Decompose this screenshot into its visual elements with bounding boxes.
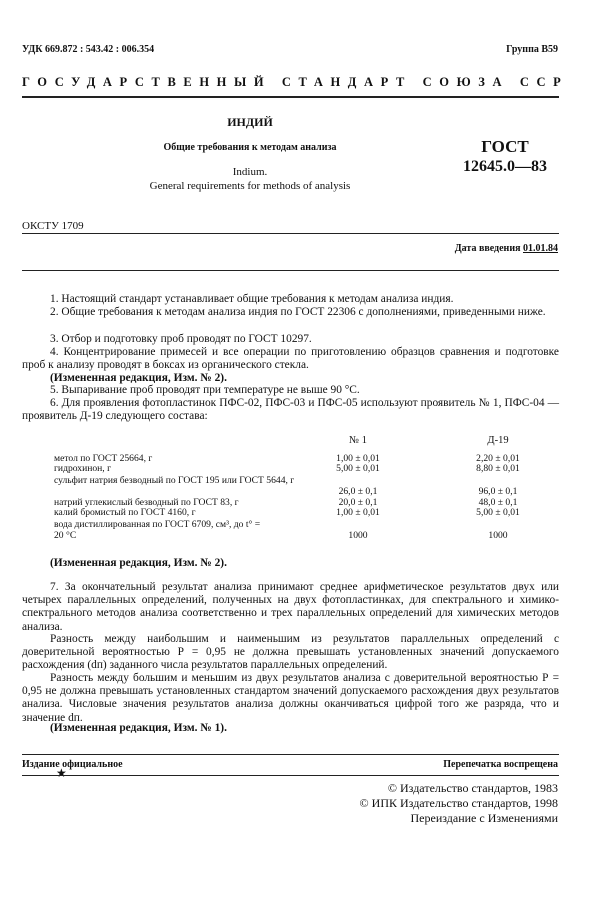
comp-row-v2: 2,20 ± 0,01	[476, 453, 520, 464]
gost-number: 12645.0—83	[463, 158, 547, 175]
official-edition: Издание официальное	[22, 759, 123, 770]
comp-row-name: метол по ГОСТ 25664, г	[54, 453, 153, 464]
doc-subtitle: Общие требования к методам анализа	[163, 142, 337, 153]
gost-label: ГОСТ	[481, 137, 529, 156]
para-3: 3. Отбор и подготовку проб проводят по ГОСТ 10297.	[50, 333, 312, 345]
edit-note-1: (Измененная редакция, Изм. № 2).	[50, 372, 227, 384]
standard-org: ГОСУДАРСТВЕННЫЙ СТАНДАРТ СОЮЗА ССР	[22, 75, 569, 89]
copyright-1998: © ИПК Издательство стандартов, 1998	[359, 796, 558, 810]
udk-code: УДК 669.872 : 543.42 : 006.354	[22, 44, 155, 55]
doc-title-en: Indium.	[232, 166, 268, 178]
comp-row-v2: 8,80 ± 0,01	[476, 463, 520, 474]
comp-row-v1: 1,00 ± 0,01	[336, 507, 380, 518]
star-icon: ★	[56, 766, 67, 780]
okstu-code: ОКСТУ 1709	[22, 220, 84, 232]
comp-row-name: вода дистиллированная по ГОСТ 6709, см³, до t° = 20 °С	[54, 519, 261, 541]
para-7: 7. За окончательный результат анализа принимают среднее арифметическое результатов двух или четырех параллельных определений, полученных на двух фотопластинках, для спектрального и химико-спектрального методов анализа соответственно и трех параллельных определений для химических методов анализа.	[22, 581, 559, 633]
intro-date-value: 01.01.84	[523, 243, 558, 254]
header-rule	[22, 96, 559, 98]
intro-date	[455, 243, 558, 254]
comp-row-v1: 1000	[348, 530, 368, 541]
comp-row-name: сульфит натрия безводный по ГОСТ 195 или ГОСТ 5644, г	[54, 475, 295, 486]
edit-note-3: (Измененная редакция, Изм. № 1).	[50, 722, 227, 734]
col-header-no1: № 1	[349, 435, 367, 446]
group-code: Группа В59	[506, 44, 558, 55]
okstu-rule	[22, 233, 559, 234]
para-7-tolerance: Разность между наибольшим и наименьшим из результатов параллельных определений с доверительной вероятностью Р = 0,95 не должна превышать установленных значений допускаемого расхождения (dп) заданного числа результатов параллельных определений.	[22, 633, 559, 672]
para-1: 1. Настоящий стандарт устанавливает общие требования к методам анализа индия.	[50, 293, 454, 305]
comp-row-v2: 5,00 ± 0,01	[476, 507, 520, 518]
comp-row-v1: 5,00 ± 0,01	[336, 463, 380, 474]
date-rule	[22, 270, 559, 271]
para-6: 6. Для проявления фотопластинок ПФС-02, ПФС-03 и ПФС-05 используют проявитель № 1, ПФС-04 — проявитель Д-19 следующего состава:	[22, 397, 559, 423]
doc-subtitle-en: General requirements for methods of analysis	[149, 180, 351, 192]
comp-row-v1: 26,0 ± 0,1	[338, 486, 378, 497]
comp-row-v1: 20,0 ± 0,1	[338, 497, 378, 508]
intro-date-label: Дата введения	[454, 243, 521, 254]
footer-rule-2	[22, 775, 559, 776]
comp-row-name: натрий углекислый безводный по ГОСТ 83, г	[54, 497, 239, 508]
comp-row-name: калий бромистый по ГОСТ 4160, г	[54, 507, 196, 518]
reissue-note: Переиздание с Изменениями	[410, 811, 558, 825]
reprint-notice: Перепечатка воспрещена	[443, 759, 558, 770]
comp-row-v2: 48,0 ± 0,1	[478, 497, 518, 508]
para-7-results: Разность между большим и меньшим из двух результатов анализа с доверительной вероятностью Р = 0,95 не должна превышать установленных стандартом значений допускаемого расхождения двух результатов анализа. Числовые значения результатов анализа должны оканчиваться цифрой того же разряда, что и значение dп.	[22, 672, 559, 724]
comp-row-v1: 1,00 ± 0,01	[336, 453, 380, 464]
edit-note-2: (Измененная редакция, Изм. № 2).	[50, 557, 227, 569]
comp-row-v2: 96,0 ± 0,1	[478, 486, 518, 497]
copyright-1983: © Издательство стандартов, 1983	[387, 781, 558, 795]
footer-rule	[22, 754, 559, 755]
col-header-d19: Д-19	[487, 435, 509, 446]
comp-row-v2: 1000	[488, 530, 508, 541]
doc-title: ИНДИЙ	[227, 115, 273, 129]
para-4: 4. Концентрирование примесей и все операции по приготовлению образцов сравнения и подготовке проб к анализу проводят в боксах из органического стекла.	[22, 346, 559, 372]
para-2: 2. Общие требования к методам анализа индия по ГОСТ 22306 с дополнениями, приведенными ниже.	[50, 306, 546, 318]
comp-row-name: гидрохинон, г	[54, 463, 112, 474]
para-5: 5. Выпаривание проб проводят при температуре не выше 90 °С.	[50, 384, 360, 396]
